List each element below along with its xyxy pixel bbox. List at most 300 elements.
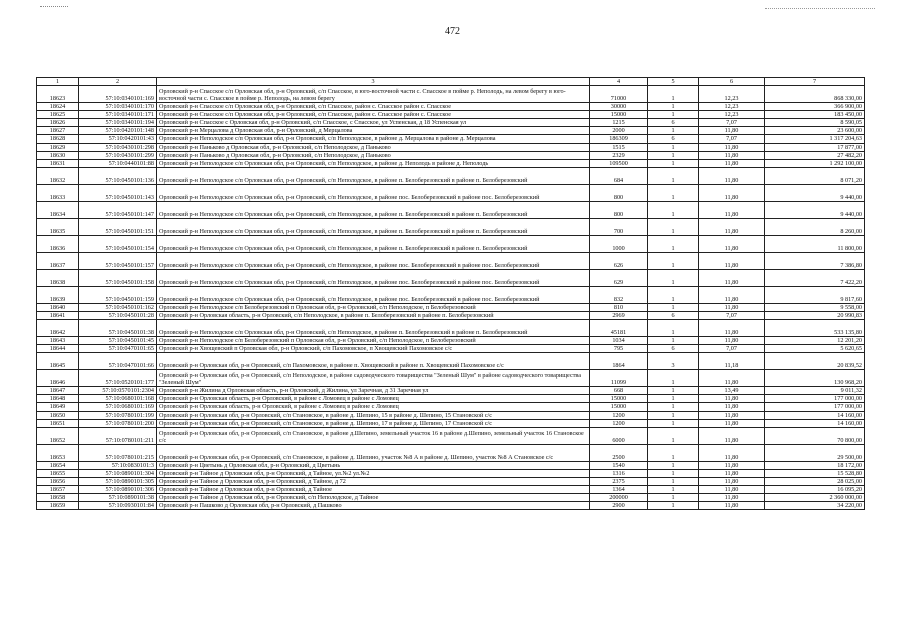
- cell-c1: 18624: [37, 103, 79, 111]
- table-row: [37, 235, 865, 252]
- table-row: [37, 127, 865, 135]
- cell-c4: 15000: [590, 403, 648, 411]
- cell-c2: 57:10:0450101:143: [79, 184, 157, 201]
- cell-c7: 14 160,00: [765, 411, 865, 419]
- cell-c5: 1: [648, 184, 699, 201]
- cell-c6: 11,80: [699, 494, 765, 502]
- cell-c5: 1: [648, 320, 699, 337]
- cell-c3: Орловский р-н Спасское с/п Орловская обл, р-н Орловский, с/п Спасское, в юго-восточной части с. Спасское в пойме р. Неполодь, на левом берегу в юго-восточной части с. Спасское в пойме р. Неполодь, на левом берегу: [157, 86, 590, 103]
- cell-c4: 2000: [590, 127, 648, 135]
- cell-c7: 9 440,00: [765, 201, 865, 218]
- cell-c1: 18631: [37, 159, 79, 167]
- table-row: [37, 151, 865, 159]
- cell-c4: 1215: [590, 119, 648, 127]
- cell-c3: Орловский р-н Неполодское с/п Орловская обл, р-н Орловский, с/п Неполодское, в районе п. Белоберезовский в районе п. Белоберезовский: [157, 201, 590, 218]
- cell-c3: Орловский р-н Неполодское с/п Орловская обл, р-н Орловский, с/п Неполодское, в районе п. Белоберезовский в районе п. Белоберезовский: [157, 167, 590, 184]
- cell-c1: 18626: [37, 119, 79, 127]
- cell-c7: 8 590,05: [765, 119, 865, 127]
- cell-c5: 1: [648, 395, 699, 403]
- cell-c7: 29 500,00: [765, 444, 865, 461]
- cell-c3: Орловский р-н Неполодское с/п Орловская обл, р-н Орловский, с/п Неполодское, в районе п. Белоберезовский в районе п. Белоберезовский: [157, 218, 590, 235]
- cell-c7: 28 025,00: [765, 477, 865, 485]
- cell-c5: 1: [648, 337, 699, 345]
- cell-c7: 183 450,00: [765, 111, 865, 119]
- table-row: [37, 311, 865, 319]
- cell-c4: 1000: [590, 235, 648, 252]
- cell-c3: Орловский р-н Неполодское с/п Орловская обл, р-н Орловский, с/п Неполодское, в районе п. Белоберезовский в районе п. Белоберезовский: [157, 320, 590, 337]
- cell-c4: 15000: [590, 111, 648, 119]
- cell-c4: 1200: [590, 411, 648, 419]
- cell-c5: 1: [648, 444, 699, 461]
- table-row: [37, 103, 865, 111]
- cell-c7: 15 528,80: [765, 469, 865, 477]
- cell-c2: 57:10:0430101:298: [79, 143, 157, 151]
- cell-c4: 71000: [590, 86, 648, 103]
- cell-c1: 18628: [37, 135, 79, 143]
- cell-c4: 1200: [590, 419, 648, 427]
- cell-c1: 18630: [37, 151, 79, 159]
- cell-c2: 57:10:0470101:65: [79, 345, 157, 353]
- cell-c6: 11,80: [699, 395, 765, 403]
- cell-c2: 57:10:0450101:28: [79, 311, 157, 319]
- cell-c4: 2500: [590, 444, 648, 461]
- cell-c2: 57:10:0680101:169: [79, 403, 157, 411]
- cell-c2: 57:10:0930101:84: [79, 502, 157, 510]
- cell-c7: 20 839,52: [765, 353, 865, 370]
- cell-c6: 11,80: [699, 252, 765, 269]
- cell-c4: 700: [590, 218, 648, 235]
- cell-c3: Орловский р-н Орловская область, р-н Орловский, в районе с Ломовец в районе с Ломовец: [157, 403, 590, 411]
- cell-c6: 11,80: [699, 419, 765, 427]
- table-row: [37, 444, 865, 461]
- cell-c1: 18623: [37, 86, 79, 103]
- cell-c7: 18 172,00: [765, 461, 865, 469]
- cell-c6: 11,80: [699, 427, 765, 444]
- cell-c4: 45181: [590, 320, 648, 337]
- cell-c5: 1: [648, 427, 699, 444]
- table-row: [37, 370, 865, 387]
- cell-c7: 14 160,00: [765, 419, 865, 427]
- table-row: [37, 461, 865, 469]
- cell-c7: 70 800,00: [765, 427, 865, 444]
- cell-c5: 1: [648, 303, 699, 311]
- cell-c3: Орловский р-н Орловская обл, р-н Орловский, с/п Становское, в районе д. Шепино, участок №8 А в районе д. Шепино, участок №8 А Становское с/с: [157, 444, 590, 461]
- cell-c2: 57:10:0450101:162: [79, 303, 157, 311]
- cell-c7: 34 220,00: [765, 502, 865, 510]
- cell-c7: 868 330,00: [765, 86, 865, 103]
- cell-c7: 5 620,65: [765, 345, 865, 353]
- table-row: [37, 469, 865, 477]
- cell-c6: 11,80: [699, 286, 765, 303]
- cell-c6: 11,80: [699, 151, 765, 159]
- cell-c2: 57:10:0680101:168: [79, 395, 157, 403]
- cell-c6: 11,80: [699, 320, 765, 337]
- cell-c5: 1: [648, 494, 699, 502]
- cell-c6: 11,80: [699, 477, 765, 485]
- header-cell: 3: [157, 78, 590, 86]
- cell-c7: 12 201,20: [765, 337, 865, 345]
- cell-c7: 1 317 204,63: [765, 135, 865, 143]
- cell-c4: 30000: [590, 103, 648, 111]
- cell-c7: 16 095,20: [765, 485, 865, 493]
- cell-c2: 57:10:0470101:66: [79, 353, 157, 370]
- cell-c3: Орловский р-н Неполодское с/п Орловская обл, р-н Орловский, с/п Неполодское, в районе д. Мерцалова в районе д. Мерцалова: [157, 135, 590, 143]
- cell-c5: 1: [648, 111, 699, 119]
- cell-c6: 12,23: [699, 103, 765, 111]
- cell-c7: 8 260,00: [765, 218, 865, 235]
- table-row: [37, 485, 865, 493]
- cell-c3: Орловский р-н Неполодское с/п Белоберезовский п Орловская обл, р-н Орловский, с/п Неполодское, п Белоберезовский: [157, 337, 590, 345]
- cell-c1: 18650: [37, 411, 79, 419]
- cell-c2: 57:10:0450101:38: [79, 320, 157, 337]
- cell-c1: 18642: [37, 320, 79, 337]
- cell-c7: 533 135,80: [765, 320, 865, 337]
- cell-c5: 1: [648, 159, 699, 167]
- cell-c5: 1: [648, 469, 699, 477]
- cell-c3: Орловский р-н Неполодское с/п Орловская обл, р-н Орловский, с/п Неполодское, в районе д. Неполодь в районе д. Неполодь: [157, 159, 590, 167]
- cell-c4: 1540: [590, 461, 648, 469]
- cell-c3: Орловский р-н Неполодское с/п Орловская обл, р-н Орловский, с/п Неполодское, в районе пос. Белоберезовский в районе пос. Белоберезовский: [157, 252, 590, 269]
- cell-c1: 18659: [37, 502, 79, 510]
- cell-c5: 6: [648, 311, 699, 319]
- cell-c3: Орловский р-н Хвощевский п Орловская обл, р-н Орловский, с/п Пахомовское, п Хвощевский Пахомовское с/с: [157, 345, 590, 353]
- cell-c6: 11,80: [699, 184, 765, 201]
- cell-c6: 11,18: [699, 353, 765, 370]
- table-row: [37, 494, 865, 502]
- table-row: [37, 419, 865, 427]
- cell-c4: 2329: [590, 151, 648, 159]
- cell-c7: 7 422,20: [765, 269, 865, 286]
- cell-c4: 626: [590, 252, 648, 269]
- cell-c1: 18633: [37, 184, 79, 201]
- cell-c4: 810: [590, 303, 648, 311]
- cell-c5: 1: [648, 485, 699, 493]
- cell-c4: 1034: [590, 337, 648, 345]
- cell-c5: 1: [648, 411, 699, 419]
- cell-c2: 57:10:0440101:88: [79, 159, 157, 167]
- table-row: [37, 427, 865, 444]
- cell-c7: 9 440,00: [765, 184, 865, 201]
- table-row: [37, 135, 865, 143]
- cell-c5: 6: [648, 345, 699, 353]
- cell-c7: 9 558,00: [765, 303, 865, 311]
- cell-c1: 18645: [37, 353, 79, 370]
- cell-c3: Орловский р-н Орловская обл, р-н Орловский, с/п Становское, в районе д.Шепино, земельный участок 16 в районе д.Шепино, земельный участок 16 Становское с/с: [157, 427, 590, 444]
- cell-c3: Орловский р-н Тайное д Орловская обл, р-н Орловский, д Тайное, ул.№2 ул.№2: [157, 469, 590, 477]
- cell-c3: Орловский р-н Неполодское с/п Орловская обл, р-н Орловский, с/п Неполодское, в районе пос. Белоберезовский в районе пос. Белоберезовский: [157, 286, 590, 303]
- table-row: [37, 387, 865, 395]
- cell-c5: 1: [648, 370, 699, 387]
- table-row: [37, 286, 865, 303]
- table-row: [37, 218, 865, 235]
- cell-c3: Орловский р-н Неполодское с/п Белоберезовский п Орловская обл, р-н Орловский, с/п Неполодское, п Белоберезовский: [157, 303, 590, 311]
- cell-c6: 12,23: [699, 86, 765, 103]
- table-row: [37, 345, 865, 353]
- cell-c5: 1: [648, 235, 699, 252]
- cell-c6: 11,80: [699, 143, 765, 151]
- cell-c3: Орловский р-н Неполодское с/п Орловская обл, р-н Орловский, с/п Неполодское, в районе п. Белоберезовский в районе п. Белоберезовский: [157, 235, 590, 252]
- cell-c5: 6: [648, 119, 699, 127]
- table-row: [37, 403, 865, 411]
- cell-c1: 18646: [37, 370, 79, 387]
- table-row: [37, 353, 865, 370]
- cell-c7: 23 600,00: [765, 127, 865, 135]
- table-row: [37, 502, 865, 510]
- cell-c6: 11,80: [699, 218, 765, 235]
- cell-c5: 1: [648, 461, 699, 469]
- header-cell: 7: [765, 78, 865, 86]
- cell-c7: 8 071,20: [765, 167, 865, 184]
- cell-c4: 109500: [590, 159, 648, 167]
- cell-c4: 2375: [590, 477, 648, 485]
- cell-c6: 11,80: [699, 235, 765, 252]
- cell-c7: 177 000,00: [765, 403, 865, 411]
- cell-c5: 3: [648, 353, 699, 370]
- table-body: [37, 86, 865, 510]
- cell-c2: 57:10:0450101:136: [79, 167, 157, 184]
- table-row: [37, 320, 865, 337]
- table-row: [37, 477, 865, 485]
- cell-c6: 11,80: [699, 127, 765, 135]
- cell-c3: Орловский р-н Орловская область, р-н Орловский, в районе с Ломовец в районе с Ломовец: [157, 395, 590, 403]
- cell-c6: 11,80: [699, 337, 765, 345]
- cell-c4: 832: [590, 286, 648, 303]
- cell-c4: 15000: [590, 395, 648, 403]
- cell-c4: 2900: [590, 502, 648, 510]
- cell-c2: 57:10:0430101:299: [79, 151, 157, 159]
- table-row: [37, 201, 865, 218]
- header-cell: 6: [699, 78, 765, 86]
- cell-c5: 1: [648, 103, 699, 111]
- cell-c2: 57:10:0780101:200: [79, 419, 157, 427]
- cell-c1: 18641: [37, 311, 79, 319]
- table-row: [37, 184, 865, 201]
- cell-c4: 2969: [590, 311, 648, 319]
- cell-c6: 11,80: [699, 411, 765, 419]
- cell-c1: 18648: [37, 395, 79, 403]
- cell-c1: 18632: [37, 167, 79, 184]
- table-row: [37, 86, 865, 103]
- cell-c7: 20 990,83: [765, 311, 865, 319]
- cell-c1: 18657: [37, 485, 79, 493]
- cell-c6: 12,23: [699, 111, 765, 119]
- cell-c6: 11,80: [699, 269, 765, 286]
- cell-c6: 11,80: [699, 444, 765, 461]
- cell-c2: 57:10:0570101:2304: [79, 387, 157, 395]
- cell-c6: 13,49: [699, 387, 765, 395]
- cell-c2: 57:10:0340101:170: [79, 103, 157, 111]
- cell-c4: 795: [590, 345, 648, 353]
- cell-c1: 18629: [37, 143, 79, 151]
- cell-c4: 1316: [590, 469, 648, 477]
- cell-c5: 1: [648, 403, 699, 411]
- cell-c2: 57:10:0450101:159: [79, 286, 157, 303]
- cell-c3: Орловский р-н Цветынь д Орловская обл, р-н Орловский, д Цветынь: [157, 461, 590, 469]
- cell-c3: Орловский р-н Орловская обл, р-н Орловский, с/п Пахомовское, в районе п. Хвощевский в районе п. Хвощевский Пахомовское с/с: [157, 353, 590, 370]
- cell-c6: 7,07: [699, 135, 765, 143]
- cell-c1: 18636: [37, 235, 79, 252]
- cell-c1: 18652: [37, 427, 79, 444]
- cell-c6: 11,80: [699, 303, 765, 311]
- cell-c4: 668: [590, 387, 648, 395]
- cell-c2: 57:10:0890101:304: [79, 469, 157, 477]
- cell-c2: 57:10:0420101:148: [79, 127, 157, 135]
- cell-c2: 57:10:0340101:194: [79, 119, 157, 127]
- cell-c1: 18639: [37, 286, 79, 303]
- table-row: [37, 411, 865, 419]
- cell-c1: 18658: [37, 494, 79, 502]
- header-cell: 2: [79, 78, 157, 86]
- table-row: [37, 143, 865, 151]
- cell-c2: 57:10:0450101:154: [79, 235, 157, 252]
- cell-c2: 57:10:0450101:157: [79, 252, 157, 269]
- cell-c2: 57:10:0420101:43: [79, 135, 157, 143]
- cell-c2: 57:10:0780101:215: [79, 444, 157, 461]
- cell-c2: 57:10:0450101:147: [79, 201, 157, 218]
- cell-c4: 629: [590, 269, 648, 286]
- header-row: [37, 78, 865, 86]
- cell-c2: 57:10:0340101:169: [79, 86, 157, 103]
- cell-c3: Орловский р-н Неполодское с/п Орловская обл, р-н Орловский, с/п Неполодское, в районе пос. Белоберезовский в районе пос. Белоберезовский: [157, 184, 590, 201]
- cell-c5: 1: [648, 201, 699, 218]
- cell-c1: 18627: [37, 127, 79, 135]
- cell-c3: Орловский р-н Спасское с/п Орловская обл, р-н Орловский, с/п Спасское, район с. Спасское район с. Спасское: [157, 103, 590, 111]
- cell-c6: 11,80: [699, 469, 765, 477]
- cell-c5: 1: [648, 86, 699, 103]
- cell-c5: 6: [648, 135, 699, 143]
- cell-c4: 1515: [590, 143, 648, 151]
- cell-c3: Орловский р-н Орловская обл, р-н Орловский, с/п Становское, в районе д. Шепино, 17 в районе д. Шепино, 17 Становской с/с: [157, 419, 590, 427]
- table-row: [37, 119, 865, 127]
- cell-c7: 9 011,32: [765, 387, 865, 395]
- cell-c3: Орловский р-н Паньково д Орловская обл, р-н Орловский, с/п Неполодское, д Паньково: [157, 143, 590, 151]
- cell-c6: 11,80: [699, 201, 765, 218]
- cell-c7: 17 877,00: [765, 143, 865, 151]
- cell-c7: 11 800,00: [765, 235, 865, 252]
- cell-c7: 1 292 100,00: [765, 159, 865, 167]
- cell-c1: 18635: [37, 218, 79, 235]
- cell-c4: 11099: [590, 370, 648, 387]
- cell-c6: 11,80: [699, 403, 765, 411]
- cell-c1: 18625: [37, 111, 79, 119]
- cell-c6: 11,80: [699, 502, 765, 510]
- cell-c5: 1: [648, 286, 699, 303]
- cell-c7: 9 817,60: [765, 286, 865, 303]
- cell-c2: 57:10:0830101:3: [79, 461, 157, 469]
- cell-c1: 18638: [37, 269, 79, 286]
- scan-mark: [765, 8, 875, 9]
- cell-c2: 57:10:0450101:45: [79, 337, 157, 345]
- cell-c4: 684: [590, 167, 648, 184]
- cell-c3: Орловский р-н Орловская область, р-н Орловский, с/п Неполодское, в районе п. Белоберезовский в районе п. Белоберезовский: [157, 311, 590, 319]
- cell-c2: 57:10:0890101:306: [79, 485, 157, 493]
- scan-mark: [40, 6, 68, 7]
- cell-c1: 18656: [37, 477, 79, 485]
- cell-c1: 18644: [37, 345, 79, 353]
- cell-c7: 27 482,20: [765, 151, 865, 159]
- cell-c4: 200000: [590, 494, 648, 502]
- header-cell: 5: [648, 78, 699, 86]
- cell-c4: 800: [590, 184, 648, 201]
- table-row: [37, 159, 865, 167]
- header-cell: 4: [590, 78, 648, 86]
- cell-c3: Орловский р-н Пашково д Орловская обл, р-н Орловский, д Пашково: [157, 502, 590, 510]
- cell-c3: Орловский р-н Тайное д Орловская обл, р-н Орловский, с/п Неполодское, д Тайное: [157, 494, 590, 502]
- cell-c2: 57:10:0450101:151: [79, 218, 157, 235]
- cell-c1: 18634: [37, 201, 79, 218]
- cell-c6: 11,80: [699, 370, 765, 387]
- cell-c2: 57:10:0890101:305: [79, 477, 157, 485]
- cell-c6: 11,80: [699, 461, 765, 469]
- cell-c2: 57:10:0890101:38: [79, 494, 157, 502]
- cell-c1: 18649: [37, 403, 79, 411]
- cell-c5: 1: [648, 252, 699, 269]
- cell-c4: 6000: [590, 427, 648, 444]
- cell-c3: Орловский р-н Тайное д Орловская обл, р-н Орловский, д Тайное, д 72: [157, 477, 590, 485]
- table-row: [37, 167, 865, 184]
- cell-c5: 1: [648, 143, 699, 151]
- cell-c3: Орловский р-н Паньково д Орловская обл, р-н Орловский, с/п Неполодское, д Паньково: [157, 151, 590, 159]
- cell-c3: Орловский р-н Спасское с/п Орловская обл, р-н Орловский, с/п Спасское, район с. Спасское район с. Спасское: [157, 111, 590, 119]
- cell-c3: Орловский р-н Орловская обл, р-н Орловский, с/п Неполодское, в районе садоводческого товарищества "Зеленый Шум" в районе садоводческого товарищества "Зеленый Шум": [157, 370, 590, 387]
- cell-c5: 1: [648, 269, 699, 286]
- cell-c7: 7 386,80: [765, 252, 865, 269]
- cell-c4: 800: [590, 201, 648, 218]
- cell-c6: 11,80: [699, 485, 765, 493]
- cell-c7: 2 360 000,00: [765, 494, 865, 502]
- cell-c2: 57:10:0450101:158: [79, 269, 157, 286]
- table-row: [37, 395, 865, 403]
- cell-c1: 18640: [37, 303, 79, 311]
- cell-c5: 1: [648, 167, 699, 184]
- cell-c3: Орловский р-н Неполодское с/п Орловская обл, р-н Орловский, с/п Неполодское, в районе пос. Белоберезовский в районе пос. Белоберезовский: [157, 269, 590, 286]
- table-row: [37, 269, 865, 286]
- page-number: 472: [445, 26, 460, 37]
- cell-c2: 57:10:0340101:171: [79, 111, 157, 119]
- cell-c4: 186309: [590, 135, 648, 143]
- registry-table: [36, 77, 865, 510]
- cell-c1: 18637: [37, 252, 79, 269]
- cell-c1: 18654: [37, 461, 79, 469]
- cell-c7: 366 900,00: [765, 103, 865, 111]
- cell-c2: 57:10:0780101:199: [79, 411, 157, 419]
- table-row: [37, 303, 865, 311]
- cell-c7: 130 968,20: [765, 370, 865, 387]
- cell-c2: 57:10:0780101:211: [79, 427, 157, 444]
- cell-c3: Орловский р-н Жилина д Орловская область, р-н Орловский, д Жилина, ул Заречная, д 31 Заречная ул: [157, 387, 590, 395]
- table-row: [37, 337, 865, 345]
- cell-c5: 1: [648, 477, 699, 485]
- cell-c1: 18647: [37, 387, 79, 395]
- cell-c5: 1: [648, 218, 699, 235]
- table-row: [37, 111, 865, 119]
- cell-c3: Орловский р-н Мерцалова д Орловская обл, р-н Орловский, д Мерцалова: [157, 127, 590, 135]
- header-cell: 1: [37, 78, 79, 86]
- cell-c1: 18655: [37, 469, 79, 477]
- cell-c1: 18651: [37, 419, 79, 427]
- cell-c2: 57:10:0520101:177: [79, 370, 157, 387]
- cell-c6: 11,80: [699, 167, 765, 184]
- cell-c6: 7,07: [699, 311, 765, 319]
- cell-c5: 1: [648, 127, 699, 135]
- cell-c1: 18643: [37, 337, 79, 345]
- cell-c3: Орловский р-н Орловская обл, р-н Орловский, с/п Становское, в районе д. Шепино, 15 в районе д. Шепино, 15 Становской с/с: [157, 411, 590, 419]
- cell-c7: 177 000,00: [765, 395, 865, 403]
- cell-c5: 1: [648, 151, 699, 159]
- table-row: [37, 252, 865, 269]
- cell-c6: 11,80: [699, 159, 765, 167]
- cell-c5: 1: [648, 502, 699, 510]
